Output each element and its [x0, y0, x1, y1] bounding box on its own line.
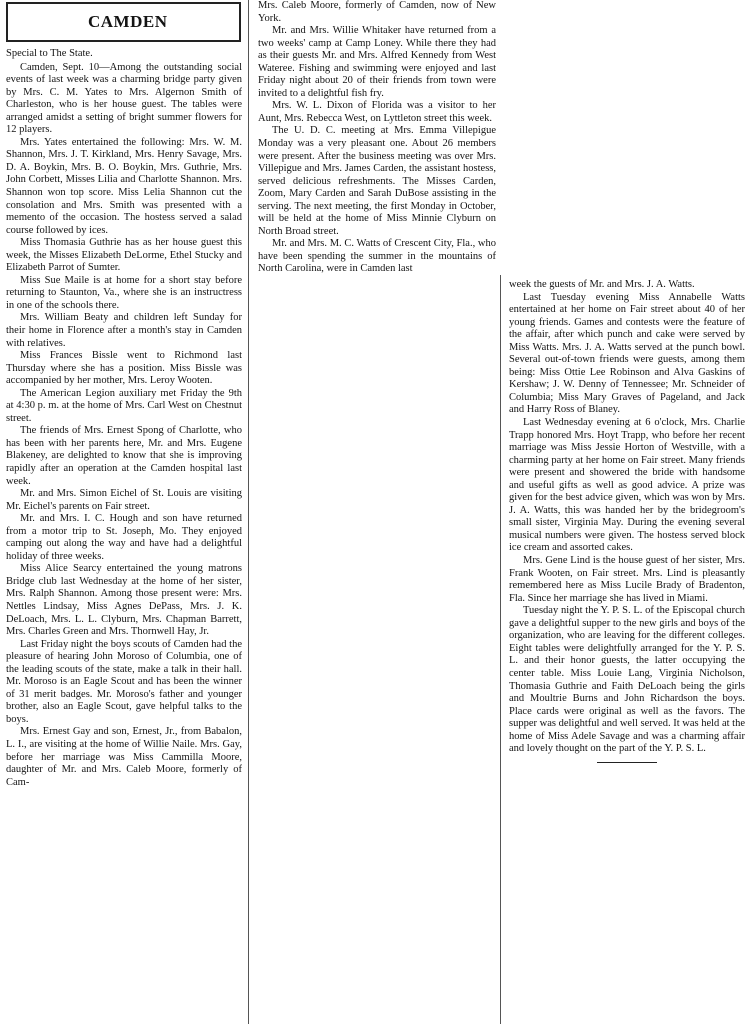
- article-column-2: [254, 0, 499, 404]
- article-column-1: [2, 0, 245, 1024]
- news-item: Mrs. Yates entertained the following: Mrs. W. M. Shannon, Mrs. J. T. Kirkland, Mrs. Henry Savage, Mrs. D. A. Boykin, Mrs. B. O. Boykin, Mrs. Guthrie, Mrs. John Corbett, Misses Lilia and Charlotte Shannon. Mrs. Shannon won top score. Miss Lelia Shannon cut the consolation and Mrs. Smith was presented with a memento of the occasion. The hostess served a salad course followed by ices.: [6, 136, 242, 236]
- news-item: Camden, Sept. 10—Among the outstanding social events of last week was a charming bridge party given by Mrs. C. M. Yates to Mrs. Algernon Smith of Charleston, who is her house guest. The tables were arranged amidst a setting of bright summer flowers for 12 players.: [6, 61, 242, 136]
- section-heading: CAMDEN: [88, 12, 168, 31]
- news-item: Miss Thomasia Guthrie has as her house guest this week, the Misses Elizabeth DeLorme, Ethel Stucky and Elizabeth Parrot of Sumter.: [6, 237, 242, 274]
- article-column-3: [505, 279, 748, 1024]
- news-item: The friends of Mrs. Ernest Spong of Charlotte, who has been with her parents here, Mr. and Mrs. Eugene Blakeney, are delighted to know that she is improving rapidly after an operation at the Camden hospital last week.: [6, 425, 242, 487]
- column-rule-1: [248, 0, 249, 1024]
- news-item: Last Friday night the boys scouts of Camden had the pleasure of hearing John Moroso of Columbia, one of the leading scouts of the state, make a talk in their hall. Mr. Moroso is an Eagle Scout and has been the winner of 31 merit badges. Mr. Moroso's father and younger brother, also an Eagle Scout, gave helpful talks to the boys.: [6, 638, 242, 725]
- news-item: week the guests of Mr. and Mrs. J. A. Watts.: [509, 279, 695, 290]
- news-item: Mrs. William Beaty and children left Sunday for their home in Florence after a month's stay in Camden with relatives.: [6, 312, 242, 349]
- news-item: Last Tuesday evening Miss Annabelle Watts entertained at her home on Fair street about 40 of her young friends. Games and contests were the feature of the affair, after which punch and cake were served by Miss Watts. Mrs. J. A. Watts served at the punch bowl. Several out-of-town friends were guests, among them being: Miss Ottie Lee Robinson and Alva Gaskins of Kershaw; J. W. Denny of Tennessee; Mr. Schneider of Columbia; Miss Mary Graves of Pageland, and Jack and Harry Ross of Blaney.: [509, 291, 745, 416]
- news-item: Last Wednesday evening at 6 o'clock, Mrs. Charlie Trapp honored Mrs. Hoyt Trapp, who before her recent marriage was Miss Jessie Horton of Westville, with a charming party at her home on Fair street. Many friends were present and showered the bride with handsome and useful gifts as well as good advice. A prize was given for the best advice given, which was won by Mrs. J. A. Watts, this was handed her by the bridegroom's small sister, Virginia May. During the evening several musical numbers were given. The hostess served block ice cream and assorted cakes.: [509, 417, 745, 554]
- news-item: The American Legion auxiliary met Friday the 9th at 4:30 p. m. at the home of Mrs. Carl West on Chestnut street.: [6, 387, 242, 424]
- news-item: Mr. and Mrs. M. C. Watts of Crescent City, Fla., who have been spending the summer in the mountains of North Carolina, were in Camden last: [258, 238, 496, 275]
- news-item: Miss Frances Bissle went to Richmond last Thursday where she has a position. Miss Bissle was accompanied by her mother, Mrs. Leroy Wooten.: [6, 350, 242, 387]
- end-rule: [597, 762, 657, 763]
- news-item: Mrs. Ernest Gay and son, Ernest, Jr., from Babalon, L. I., are visiting at the home of Willie Naile. Mrs. Gay, before her marriage was Miss Cammilla Moore, daughter of Mr. and Mrs. Caleb Moore, formerly of Cam-: [6, 726, 242, 788]
- news-item: Mrs. Gene Lind is the house guest of her sister, Mrs. Frank Wooten, on Fair street. Mrs. Lind is pleasantly remembered here as Miss Lucile Brady of Bradenton, Fla. Since her marriage she has lived in Miami.: [509, 555, 745, 604]
- news-item: Mrs. Caleb Moore, formerly of Camden, now of New York.: [258, 0, 496, 24]
- column-rule-2: [500, 275, 501, 1024]
- news-item: Mr. and Mrs. I. C. Hough and son have returned from a motor trip to St. Joseph, Mo. They enjoyed camping out along the way and have had a delightful holiday of three weeks.: [6, 513, 242, 562]
- section-heading-box: [6, 2, 241, 42]
- news-item: Mrs. W. L. Dixon of Florida was a visitor to her Aunt, Mrs. Rebecca West, on Lyttleton street this week.: [258, 100, 496, 124]
- news-item: Mr. and Mrs. Willie Whitaker have returned from a two weeks' camp at Camp Loney. While there they had as their guests Mr. and Mrs. Alfred Kennedy from West Wateree. Fishing and swimming were enjoyed and last Friday night about 20 of their friends from town were invited to a delightful fish fry.: [258, 25, 496, 99]
- news-item: Tuesday night the Y. P. S. L. of the Episcopal church gave a delightful supper to the new girls and boys of the organization, who are leaving for the different colleges. Eight tables were delightfully arranged for the Y. P. S. L. and their honor guests, the latter occupying the center table. Miss Louie Lang, Virginia Nicholson, Thomasia Guthrie and Faith DeLoach being the girls and Moultrie Burns and John Richardson the boys. Place cards were original as well as the favors. The supper was delightful and well served. It was held at the home of Miss Adele Savage and was a charming affair and lovely thought on the part of the Y. P. S. L.: [509, 605, 745, 755]
- news-item: Mr. and Mrs. Simon Eichel of St. Louis are visiting Mr. Eichel's parents on Fair street.: [6, 488, 242, 512]
- news-item: Miss Alice Searcy entertained the young matrons Bridge club last Wednesday at the home of her sister, Mrs. Ralph Shannon. Among those present were: Mrs. Nettles Lindsay, Miss Agnes DePass, Mrs. J. K. DeLoach, Mrs. L. L. Clyburn, Mrs. Chapman Barrett, Mrs. Charles Green and Mrs. Thornwell Hay, Jr.: [6, 563, 242, 638]
- dateline: Special to The State.: [6, 48, 93, 59]
- news-item: Miss Sue Maile is at home for a short stay before returning to Staunton, Va., where she is an instructress in one of the schools there.: [6, 274, 242, 311]
- news-item: The U. D. C. meeting at Mrs. Emma Villepigue Monday was a very pleasant one. About 26 members were present. After the business meeting was over Mrs. Villepigue and Mrs. James Carden, the assistant hostess, served delicious refreshments. The Misses Carden, Zoom, Mary Carden and Sarah DuBose assisting in the serving. The next meeting, the first Monday in October, will be held at the home of Miss Minnie Clyburn on North Broad street.: [258, 125, 496, 237]
